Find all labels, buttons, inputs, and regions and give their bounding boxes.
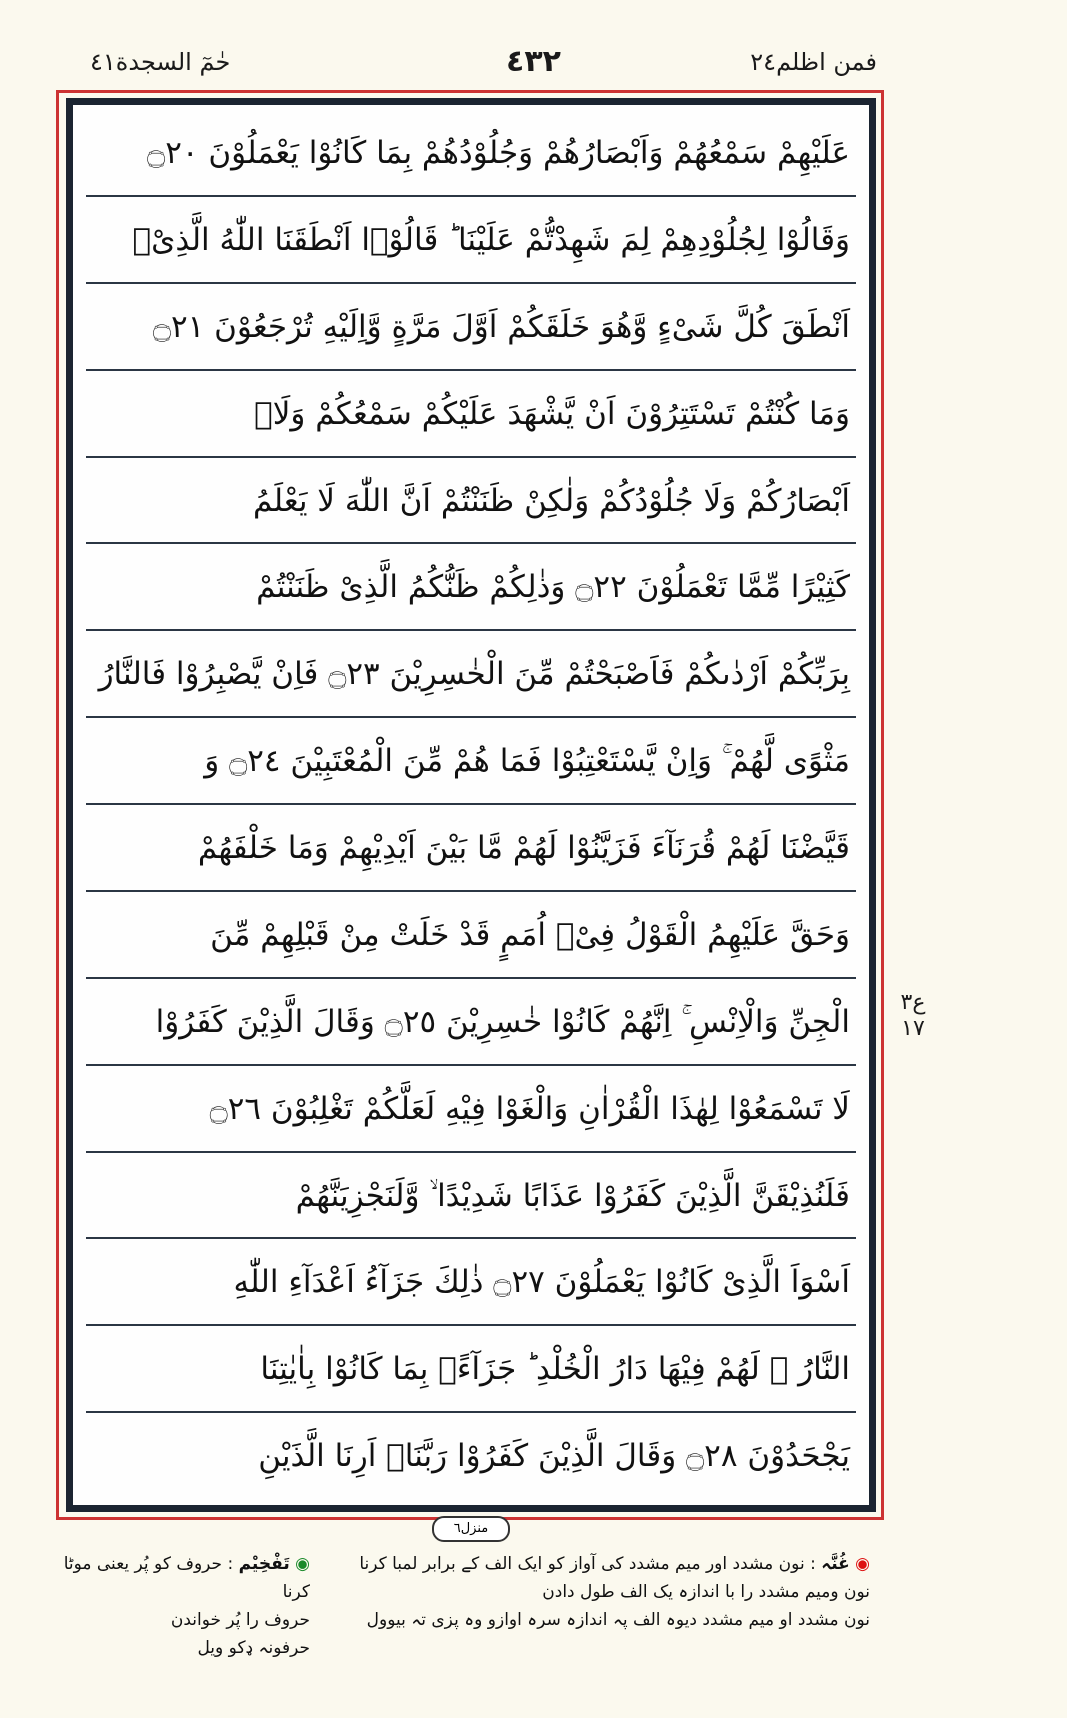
page-number: ٤٣٢ bbox=[506, 44, 561, 79]
ghunna-note: ◉ غُنَّہ : نون مشدد اور میم مشدد کی آواز کو ایک الف کے برابر لمبا کرنا نون ومیم مشدد را با اندازہ یک الف طول دادن نون مشدد او میم مشدد دیوہ الف پہ اندازہ سرہ اوازو وہ پزی تہ بیوول bbox=[330, 1550, 870, 1634]
verse-line: اَنْطَقَ كُلَّ شَیْءٍ وَّهُوَ خَلَقَكُمْ اَوَّلَ مَرَّةٍ وَّاِلَیْهِ تُرْجَعُوْنَ ۝٢١ bbox=[86, 284, 856, 371]
manzil-badge: منزل٦ bbox=[432, 1516, 510, 1542]
ghunna-text: نون ومیم مشدد را با اندازہ یک الف طول دادن bbox=[542, 1582, 870, 1602]
verse-line: قَیَّضْنَا لَهُمْ قُرَنَآءَ فَزَیَّنُوْا لَهُمْ مَّا بَیْنَ اَیْدِیْهِمْ وَمَا خَلْفَهُمْ bbox=[86, 805, 856, 892]
tafkheem-dot-icon: ◉ bbox=[295, 1554, 310, 1574]
surah-name-header: حٰمٓ السجدة٤١ bbox=[90, 48, 231, 76]
verse-line: عَلَيْهِمْ سَمْعُهُمْ وَاَبْصَارُهُمْ وَجُلُوْدُهُمْ بِمَا كَانُوْا يَعْمَلُوْنَ ۝٢٠ bbox=[86, 110, 856, 197]
verse-line: الْجِنِّ وَالْاِنْسِ ۚ اِنَّهُمْ كَانُوْا خٰسِرِیْنَ ۝٢٥ وَقَالَ الَّذِیْنَ كَفَرُوْا bbox=[86, 979, 856, 1066]
ghunna-text: نون مشدد او میم مشدد دیوہ الف پہ اندازہ سرہ اوازو وہ پزی تہ بیوول bbox=[366, 1610, 870, 1630]
verse-line: وَقَالُوْا لِجُلُوْدِهِمْ لِمَ شَهِدْتُّمْ عَلَيْنَا ؕ قَالُوْۤا اَنْطَقَنَا اللّٰهُ الَّذِیْۤ bbox=[86, 197, 856, 284]
verse-line: اَسْوَاَ الَّذِیْ كَانُوْا یَعْمَلُوْنَ ۝٢٧ ذٰلِكَ جَزَآءُ اَعْدَآءِ اللّٰهِ bbox=[86, 1239, 856, 1326]
verse-line: وَحَقَّ عَلَیْهِمُ الْقَوْلُ فِیْۤ اُمَمٍ قَدْ خَلَتْ مِنْ قَبْلِهِمْ مِّنَ bbox=[86, 892, 856, 979]
juz-name-header: فمن اظلم٢٤ bbox=[750, 48, 877, 76]
quran-text-block bbox=[86, 110, 856, 1500]
verse-line: بِرَبِّكُمْ اَرْدٰىكُمْ فَاَصْبَحْتُمْ مِّنَ الْخٰسِرِیْنَ ۝٢٣ فَاِنْ یَّصْبِرُوْا فَالنَّارُ bbox=[86, 631, 856, 718]
tafkheem-text: حرفونہ ډکو ویل bbox=[197, 1638, 310, 1658]
verse-line: اَبْصَارُكُمْ وَلَا جُلُوْدُكُمْ وَلٰكِنْ ظَنَنْتُمْ اَنَّ اللّٰهَ لَا یَعْلَمُ bbox=[86, 458, 856, 545]
tafkheem-text: حروف کو پُر یعنی موٹا کرنا bbox=[63, 1554, 310, 1602]
tafkheem-note: ◉ تَفْخِیْم : حروف کو پُر یعنی موٹا کرنا حروف را پُر خواندن حرفونہ ډکو ویل bbox=[60, 1550, 310, 1662]
tafkheem-text: حروف را پُر خواندن bbox=[170, 1610, 310, 1630]
ruku-marker: ع٣ ١٧ bbox=[900, 990, 926, 1041]
verse-line: كَثِیْرًا مِّمَّا تَعْمَلُوْنَ ۝٢٢ وَذٰلِكُمْ ظَنُّكُمُ الَّذِیْ ظَنَنْتُمْ bbox=[86, 544, 856, 631]
verse-line: لَا تَسْمَعُوْا لِهٰذَا الْقُرْاٰنِ وَالْغَوْا فِیْهِ لَعَلَّكُمْ تَغْلِبُوْنَ ۝٢٦ bbox=[86, 1066, 856, 1153]
ghunna-term: غُنَّہ bbox=[821, 1554, 850, 1574]
verse-line: النَّارُ ۚ لَهُمْ فِیْهَا دَارُ الْخُلْدِ ؕ جَزَآءًۢ بِمَا كَانُوْا بِاٰیٰتِنَا bbox=[86, 1326, 856, 1413]
ghunna-dot-icon: ◉ bbox=[855, 1554, 870, 1574]
verse-line: یَجْحَدُوْنَ ۝٢٨ وَقَالَ الَّذِیْنَ كَفَرُوْا رَبَّنَاۤ اَرِنَا الَّذَیْنِ bbox=[258, 1438, 850, 1475]
tafkheem-term: تَفْخِیْم bbox=[238, 1554, 290, 1574]
verse-line: فَلَنُذِیْقَنَّ الَّذِیْنَ كَفَرُوْا عَذَابًا شَدِیْدًا ۙ وَّلَنَجْزِیَنَّهُمْ bbox=[86, 1153, 856, 1240]
verse-line: مَثْوًى لَّهُمْ ۚ وَاِنْ یَّسْتَعْتِبُوْا فَمَا هُمْ مِّنَ الْمُعْتَبِیْنَ ۝٢٤ وَ bbox=[86, 718, 856, 805]
verse-line: وَمَا كُنْتُمْ تَسْتَتِرُوْنَ اَنْ یَّشْهَدَ عَلَیْكُمْ سَمْعُكُمْ وَلَاۤ bbox=[86, 371, 856, 458]
ghunna-text: نون مشدد اور میم مشدد کی آواز کو ایک الف کے برابر لمبا کرنا bbox=[359, 1554, 805, 1574]
